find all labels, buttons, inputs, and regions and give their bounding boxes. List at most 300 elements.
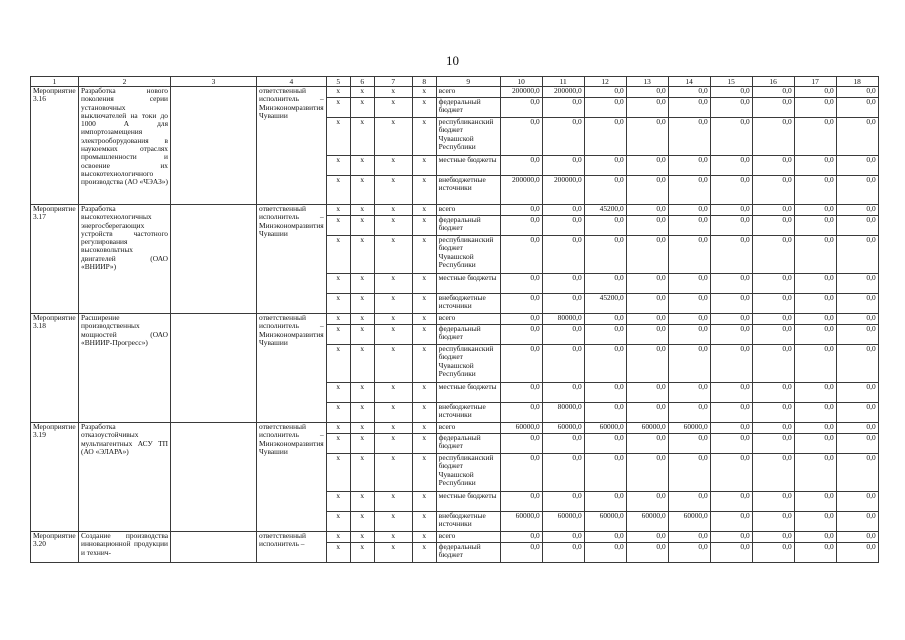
code-mark: x xyxy=(350,512,374,532)
funding-value: 60000,0 xyxy=(626,423,668,434)
column-number: 16 xyxy=(752,77,794,87)
funding-value: 0,0 xyxy=(752,423,794,434)
event-title: Разработка отказоустойчивых мультиагентных АСУ ТП (АО «ЭЛАРА») xyxy=(79,423,171,532)
funding-value: 60000,0 xyxy=(500,423,542,434)
funding-value: 60000,0 xyxy=(584,512,626,532)
funding-value: 0,0 xyxy=(626,87,668,98)
funding-value: 0,0 xyxy=(668,543,710,563)
funding-value: 200000,0 xyxy=(500,176,542,205)
code-mark: x xyxy=(374,543,412,563)
funding-value: 0,0 xyxy=(668,434,710,454)
funding-value: 0,0 xyxy=(542,325,584,345)
funding-value: 60000,0 xyxy=(668,423,710,434)
funding-value: 0,0 xyxy=(794,314,836,325)
code-mark: x xyxy=(412,156,436,176)
funding-value: 0,0 xyxy=(584,492,626,512)
funding-value: 60000,0 xyxy=(668,512,710,532)
code-mark: x xyxy=(350,205,374,216)
funding-value: 0,0 xyxy=(668,236,710,274)
funding-value: 0,0 xyxy=(836,454,878,492)
event-id: Мероприятие 3.18 xyxy=(31,314,79,423)
code-mark: x xyxy=(412,216,436,236)
funding-value: 0,0 xyxy=(668,532,710,543)
funding-value: 0,0 xyxy=(542,492,584,512)
funding-source: федеральный бюджет xyxy=(436,216,500,236)
code-mark: x xyxy=(326,98,350,118)
funding-value: 0,0 xyxy=(584,532,626,543)
funding-value: 0,0 xyxy=(584,118,626,156)
funding-value: 0,0 xyxy=(542,98,584,118)
funding-value: 0,0 xyxy=(500,156,542,176)
code-mark: x xyxy=(350,532,374,543)
funding-source: местные бюджеты xyxy=(436,492,500,512)
code-mark: x xyxy=(412,205,436,216)
funding-value: 0,0 xyxy=(752,216,794,236)
event-executor: ответственный исполнитель – Минэкономразвития Чувашии xyxy=(257,205,327,314)
funding-value: 0,0 xyxy=(584,345,626,383)
funding-value: 0,0 xyxy=(668,454,710,492)
funding-value: 200000,0 xyxy=(500,87,542,98)
code-mark: x xyxy=(374,492,412,512)
funding-value: 0,0 xyxy=(668,383,710,403)
funding-value: 0,0 xyxy=(794,345,836,383)
code-mark: x xyxy=(326,434,350,454)
funding-value: 0,0 xyxy=(710,118,752,156)
funding-value: 0,0 xyxy=(500,274,542,294)
column-number: 10 xyxy=(500,77,542,87)
funding-value: 0,0 xyxy=(500,294,542,314)
funding-value: 0,0 xyxy=(836,512,878,532)
funding-value: 0,0 xyxy=(710,205,752,216)
funding-value: 0,0 xyxy=(626,345,668,383)
funding-value: 0,0 xyxy=(626,216,668,236)
code-mark: x xyxy=(412,512,436,532)
funding-value: 0,0 xyxy=(626,236,668,274)
funding-value: 0,0 xyxy=(500,532,542,543)
code-mark: x xyxy=(326,383,350,403)
code-mark: x xyxy=(374,118,412,156)
code-mark: x xyxy=(350,314,374,325)
funding-value: 0,0 xyxy=(584,87,626,98)
event-executor: ответственный исполнитель – Минэкономразвития Чувашии xyxy=(257,314,327,423)
funding-value: 0,0 xyxy=(710,314,752,325)
funding-value: 0,0 xyxy=(794,156,836,176)
funding-value: 0,0 xyxy=(626,532,668,543)
funding-value: 0,0 xyxy=(794,325,836,345)
funding-value: 0,0 xyxy=(752,156,794,176)
funding-value: 0,0 xyxy=(668,205,710,216)
funding-value: 0,0 xyxy=(626,434,668,454)
column-number: 8 xyxy=(412,77,436,87)
table-row xyxy=(31,314,879,325)
funding-value: 0,0 xyxy=(584,325,626,345)
funding-value: 0,0 xyxy=(668,216,710,236)
funding-source: республиканский бюджет Чувашской Республики xyxy=(436,118,500,156)
funding-value: 0,0 xyxy=(584,403,626,423)
code-mark: x xyxy=(326,454,350,492)
empty-cell xyxy=(171,205,257,314)
funding-source: республиканский бюджет Чувашской Республики xyxy=(436,236,500,274)
table-row xyxy=(31,205,879,216)
column-number: 1 xyxy=(31,77,79,87)
event-title: Создание производства инновационной продукции и технич- xyxy=(79,532,171,563)
funding-value: 0,0 xyxy=(752,274,794,294)
funding-value: 0,0 xyxy=(794,454,836,492)
funding-value: 0,0 xyxy=(668,176,710,205)
code-mark: x xyxy=(374,512,412,532)
funding-value: 0,0 xyxy=(836,118,878,156)
event-executor: ответственный исполнитель – Минэкономразвития Чувашии xyxy=(257,423,327,532)
event-executor: ответственный исполнитель – xyxy=(257,532,327,563)
funding-value: 0,0 xyxy=(752,205,794,216)
funding-value: 0,0 xyxy=(836,314,878,325)
funding-value: 0,0 xyxy=(668,294,710,314)
funding-value: 0,0 xyxy=(668,274,710,294)
code-mark: x xyxy=(374,423,412,434)
funding-value: 0,0 xyxy=(794,434,836,454)
funding-value: 200000,0 xyxy=(542,87,584,98)
funding-value: 0,0 xyxy=(710,236,752,274)
column-number: 15 xyxy=(710,77,752,87)
code-mark: x xyxy=(374,454,412,492)
code-mark: x xyxy=(350,434,374,454)
funding-source: всего xyxy=(436,532,500,543)
funding-value: 0,0 xyxy=(542,454,584,492)
funding-source: федеральный бюджет xyxy=(436,543,500,563)
funding-value: 0,0 xyxy=(500,205,542,216)
table-row xyxy=(31,87,879,98)
funding-value: 0,0 xyxy=(626,205,668,216)
event-title: Разработка нового поколения серии установочных выключателей на токи до 1000 А для импортозамещения электрооборудования в наукоемких отраслях промышленности и освоение их высокотехнологичного производства (АО «ЧЭАЗ») xyxy=(79,87,171,205)
funding-value: 0,0 xyxy=(626,274,668,294)
code-mark: x xyxy=(350,294,374,314)
funding-value: 0,0 xyxy=(710,274,752,294)
event-id: Мероприятие 3.17 xyxy=(31,205,79,314)
funding-value: 0,0 xyxy=(752,434,794,454)
code-mark: x xyxy=(350,454,374,492)
event-id: Мероприятие 3.20 xyxy=(31,532,79,563)
funding-value: 0,0 xyxy=(584,543,626,563)
code-mark: x xyxy=(326,118,350,156)
funding-value: 0,0 xyxy=(794,512,836,532)
funding-value: 0,0 xyxy=(794,216,836,236)
column-number: 9 xyxy=(436,77,500,87)
funding-value: 0,0 xyxy=(752,98,794,118)
funding-value: 0,0 xyxy=(500,98,542,118)
code-mark: x xyxy=(412,423,436,434)
code-mark: x xyxy=(326,423,350,434)
funding-table xyxy=(30,76,879,563)
funding-value: 0,0 xyxy=(752,314,794,325)
code-mark: x xyxy=(374,274,412,294)
funding-value: 0,0 xyxy=(710,543,752,563)
funding-value: 0,0 xyxy=(668,403,710,423)
page-number: 10 xyxy=(446,53,459,68)
funding-value: 60000,0 xyxy=(542,423,584,434)
funding-value: 0,0 xyxy=(668,98,710,118)
funding-source: всего xyxy=(436,314,500,325)
code-mark: x xyxy=(350,492,374,512)
funding-value: 0,0 xyxy=(710,423,752,434)
code-mark: x xyxy=(326,236,350,274)
funding-value: 0,0 xyxy=(794,492,836,512)
code-mark: x xyxy=(374,314,412,325)
code-mark: x xyxy=(326,216,350,236)
funding-value: 60000,0 xyxy=(584,423,626,434)
funding-value: 0,0 xyxy=(500,543,542,563)
funding-value: 60000,0 xyxy=(626,512,668,532)
table-row xyxy=(31,532,879,543)
funding-value: 0,0 xyxy=(836,156,878,176)
funding-value: 0,0 xyxy=(626,98,668,118)
funding-value: 0,0 xyxy=(500,345,542,383)
code-mark: x xyxy=(350,345,374,383)
code-mark: x xyxy=(412,294,436,314)
code-mark: x xyxy=(374,156,412,176)
funding-value: 0,0 xyxy=(710,492,752,512)
funding-value: 0,0 xyxy=(710,512,752,532)
funding-value: 0,0 xyxy=(626,314,668,325)
code-mark: x xyxy=(412,543,436,563)
funding-source: местные бюджеты xyxy=(436,383,500,403)
column-number: 2 xyxy=(79,77,171,87)
funding-value: 0,0 xyxy=(752,403,794,423)
funding-value: 0,0 xyxy=(794,274,836,294)
funding-value: 0,0 xyxy=(794,423,836,434)
funding-value: 0,0 xyxy=(836,325,878,345)
funding-value: 0,0 xyxy=(752,87,794,98)
code-mark: x xyxy=(412,532,436,543)
funding-value: 0,0 xyxy=(626,325,668,345)
column-number: 7 xyxy=(374,77,412,87)
code-mark: x xyxy=(412,403,436,423)
funding-value: 0,0 xyxy=(626,118,668,156)
funding-value: 0,0 xyxy=(668,325,710,345)
funding-value: 0,0 xyxy=(542,216,584,236)
code-mark: x xyxy=(412,454,436,492)
code-mark: x xyxy=(350,118,374,156)
code-mark: x xyxy=(412,383,436,403)
funding-value: 0,0 xyxy=(752,543,794,563)
column-number: 4 xyxy=(257,77,327,87)
code-mark: x xyxy=(326,274,350,294)
funding-value: 0,0 xyxy=(500,403,542,423)
code-mark: x xyxy=(350,383,374,403)
code-mark: x xyxy=(374,294,412,314)
funding-value: 0,0 xyxy=(836,423,878,434)
funding-value: 0,0 xyxy=(500,236,542,274)
funding-value: 0,0 xyxy=(710,345,752,383)
funding-value: 80000,0 xyxy=(542,403,584,423)
code-mark: x xyxy=(412,87,436,98)
funding-value: 45200,0 xyxy=(584,294,626,314)
column-number: 18 xyxy=(836,77,878,87)
funding-value: 0,0 xyxy=(584,236,626,274)
code-mark: x xyxy=(412,434,436,454)
funding-value: 0,0 xyxy=(794,118,836,156)
funding-value: 0,0 xyxy=(794,87,836,98)
code-mark: x xyxy=(326,403,350,423)
funding-value: 0,0 xyxy=(542,294,584,314)
funding-value: 0,0 xyxy=(626,543,668,563)
code-mark: x xyxy=(350,98,374,118)
funding-value: 0,0 xyxy=(500,434,542,454)
code-mark: x xyxy=(326,543,350,563)
funding-value: 0,0 xyxy=(542,383,584,403)
column-number: 6 xyxy=(350,77,374,87)
code-mark: x xyxy=(412,176,436,205)
empty-cell xyxy=(171,423,257,532)
code-mark: x xyxy=(350,216,374,236)
empty-cell xyxy=(171,532,257,563)
funding-value: 0,0 xyxy=(542,543,584,563)
funding-value: 0,0 xyxy=(584,434,626,454)
funding-value: 0,0 xyxy=(836,87,878,98)
code-mark: x xyxy=(412,345,436,383)
funding-value: 0,0 xyxy=(752,492,794,512)
empty-cell xyxy=(171,314,257,423)
code-mark: x xyxy=(374,205,412,216)
code-mark: x xyxy=(374,98,412,118)
code-mark: x xyxy=(412,118,436,156)
event-title: Разработка высокотехнологичных энергосберегающих устройств частотного регулирования высоковольтных двигателей (ОАО «ВНИИР») xyxy=(79,205,171,314)
funding-value: 0,0 xyxy=(794,176,836,205)
funding-value: 0,0 xyxy=(584,176,626,205)
funding-value: 0,0 xyxy=(836,294,878,314)
funding-value: 0,0 xyxy=(752,176,794,205)
funding-value: 0,0 xyxy=(752,236,794,274)
funding-value: 0,0 xyxy=(836,216,878,236)
funding-value: 0,0 xyxy=(668,345,710,383)
code-mark: x xyxy=(412,236,436,274)
funding-value: 0,0 xyxy=(584,383,626,403)
column-number: 14 xyxy=(668,77,710,87)
event-id: Мероприятие 3.19 xyxy=(31,423,79,532)
funding-value: 60000,0 xyxy=(500,512,542,532)
column-number: 13 xyxy=(626,77,668,87)
code-mark: x xyxy=(374,87,412,98)
funding-value: 0,0 xyxy=(584,98,626,118)
funding-value: 0,0 xyxy=(752,294,794,314)
code-mark: x xyxy=(326,87,350,98)
funding-value: 0,0 xyxy=(710,383,752,403)
code-mark: x xyxy=(374,403,412,423)
funding-value: 0,0 xyxy=(626,454,668,492)
funding-value: 0,0 xyxy=(836,98,878,118)
code-mark: x xyxy=(326,205,350,216)
funding-value: 0,0 xyxy=(584,314,626,325)
code-mark: x xyxy=(326,532,350,543)
code-mark: x xyxy=(326,314,350,325)
funding-value: 0,0 xyxy=(794,543,836,563)
funding-value: 0,0 xyxy=(836,205,878,216)
code-mark: x xyxy=(374,345,412,383)
funding-value: 0,0 xyxy=(626,403,668,423)
funding-value: 0,0 xyxy=(836,383,878,403)
funding-value: 0,0 xyxy=(752,512,794,532)
funding-source: местные бюджеты xyxy=(436,274,500,294)
column-number: 11 xyxy=(542,77,584,87)
funding-source: федеральный бюджет xyxy=(436,325,500,345)
funding-value: 0,0 xyxy=(626,492,668,512)
funding-value: 0,0 xyxy=(542,205,584,216)
code-mark: x xyxy=(374,383,412,403)
funding-value: 0,0 xyxy=(500,325,542,345)
funding-value: 0,0 xyxy=(584,274,626,294)
code-mark: x xyxy=(350,403,374,423)
funding-value: 0,0 xyxy=(500,118,542,156)
funding-value: 0,0 xyxy=(500,216,542,236)
column-number: 17 xyxy=(794,77,836,87)
funding-value: 0,0 xyxy=(542,118,584,156)
funding-value: 0,0 xyxy=(836,532,878,543)
funding-value: 0,0 xyxy=(794,294,836,314)
funding-value: 0,0 xyxy=(752,345,794,383)
funding-value: 0,0 xyxy=(752,454,794,492)
event-id: Мероприятие 3.16 xyxy=(31,87,79,205)
funding-value: 0,0 xyxy=(668,87,710,98)
code-mark: x xyxy=(374,325,412,345)
funding-value: 0,0 xyxy=(794,403,836,423)
funding-value: 0,0 xyxy=(710,434,752,454)
code-mark: x xyxy=(374,216,412,236)
empty-cell xyxy=(171,87,257,205)
funding-value: 0,0 xyxy=(542,274,584,294)
funding-value: 0,0 xyxy=(794,98,836,118)
funding-value: 0,0 xyxy=(836,434,878,454)
funding-value: 0,0 xyxy=(836,543,878,563)
code-mark: x xyxy=(326,492,350,512)
funding-value: 200000,0 xyxy=(542,176,584,205)
funding-source: федеральный бюджет xyxy=(436,434,500,454)
code-mark: x xyxy=(350,423,374,434)
funding-source: местные бюджеты xyxy=(436,156,500,176)
funding-value: 0,0 xyxy=(836,176,878,205)
code-mark: x xyxy=(374,434,412,454)
funding-source: внебюджетные источники xyxy=(436,176,500,205)
code-mark: x xyxy=(326,176,350,205)
code-mark: x xyxy=(412,314,436,325)
code-mark: x xyxy=(374,532,412,543)
funding-source: республиканский бюджет Чувашской Республики xyxy=(436,345,500,383)
funding-value: 0,0 xyxy=(836,403,878,423)
code-mark: x xyxy=(412,98,436,118)
funding-value: 0,0 xyxy=(794,532,836,543)
code-mark: x xyxy=(374,236,412,274)
funding-source: внебюджетные источники xyxy=(436,294,500,314)
funding-value: 80000,0 xyxy=(542,314,584,325)
funding-value: 0,0 xyxy=(626,176,668,205)
funding-value: 0,0 xyxy=(542,532,584,543)
funding-value: 45200,0 xyxy=(584,205,626,216)
funding-value: 0,0 xyxy=(500,314,542,325)
code-mark: x xyxy=(374,176,412,205)
funding-value: 0,0 xyxy=(710,532,752,543)
funding-value: 0,0 xyxy=(710,216,752,236)
funding-value: 0,0 xyxy=(710,176,752,205)
funding-value: 0,0 xyxy=(542,434,584,454)
funding-value: 0,0 xyxy=(836,345,878,383)
funding-value: 0,0 xyxy=(626,294,668,314)
column-number: 5 xyxy=(326,77,350,87)
event-executor: ответственный исполнитель – Минэкономразвития Чувашии xyxy=(257,87,327,205)
column-number-row xyxy=(31,77,879,87)
funding-value: 0,0 xyxy=(542,156,584,176)
funding-value: 0,0 xyxy=(752,325,794,345)
funding-value: 60000,0 xyxy=(542,512,584,532)
funding-source: внебюджетные источники xyxy=(436,512,500,532)
funding-value: 0,0 xyxy=(836,492,878,512)
